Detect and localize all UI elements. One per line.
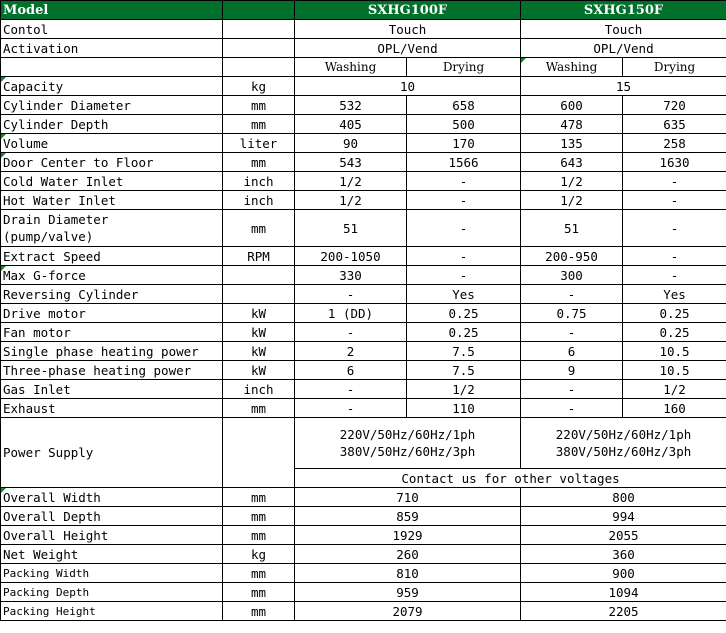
unit-cell: mm xyxy=(223,507,295,526)
row-label: Net Weight xyxy=(1,545,223,564)
model-a-washing: - xyxy=(295,399,407,418)
row-label: Single phase heating power xyxy=(1,342,223,361)
dimension-row xyxy=(1,507,726,526)
model-b-washing: 478 xyxy=(521,115,623,134)
model-a-value: 10 xyxy=(295,77,521,96)
row-label: Overall Width xyxy=(1,488,223,507)
row-label: Packing Depth xyxy=(1,583,223,602)
unit-cell: kW xyxy=(223,361,295,380)
unit-cell xyxy=(223,285,295,304)
unit-cell xyxy=(223,20,295,39)
model-b-drying: 160 xyxy=(623,399,726,418)
model-b-drying: - xyxy=(623,172,726,191)
unit-cell: inch xyxy=(223,191,295,210)
spec-row xyxy=(1,304,726,323)
activation-row xyxy=(1,39,726,58)
row-label: Power Supply xyxy=(1,418,223,488)
dimension-row xyxy=(1,545,726,564)
model-a-washing: 532 xyxy=(295,96,407,115)
unit-cell: RPM xyxy=(223,247,295,266)
row-label-text: Drain Diameter (pump/valve) xyxy=(3,212,109,244)
model-a-value: 260 xyxy=(295,545,521,564)
model-a-washing: 330 xyxy=(295,266,407,285)
model-a-drying: 7.5 xyxy=(407,342,521,361)
row-label: Contol xyxy=(1,20,223,39)
row-label: Capacity xyxy=(1,77,223,96)
unit-cell: mm xyxy=(223,399,295,418)
unit-cell: kg xyxy=(223,545,295,564)
row-label: Overall Depth xyxy=(1,507,223,526)
spec-row xyxy=(1,266,726,285)
model-b-washing: 1/2 xyxy=(521,172,623,191)
unit-cell xyxy=(223,39,295,58)
unit-cell xyxy=(223,58,295,77)
model-b-drying: - xyxy=(623,191,726,210)
model-a-washing: 1 (DD) xyxy=(295,304,407,323)
model-b-washing: - xyxy=(521,399,623,418)
unit-cell: kW xyxy=(223,323,295,342)
model-b-washing: 6 xyxy=(521,342,623,361)
row-label: Three-phase heating power xyxy=(1,361,223,380)
model-b-value: 800 xyxy=(521,488,726,507)
spec-row xyxy=(1,134,726,153)
unit-cell: inch xyxy=(223,380,295,399)
model-a-washing: 405 xyxy=(295,115,407,134)
model-b-drying: 1630 xyxy=(623,153,726,172)
row-label: Hot Water Inlet xyxy=(1,191,223,210)
row-label: Door Center to Floor xyxy=(1,153,223,172)
spec-row xyxy=(1,361,726,380)
model-label: Model xyxy=(1,1,223,20)
unit-cell: kg xyxy=(223,77,295,96)
model-a-drying: 658 xyxy=(407,96,521,115)
model-a-washing: 1/2 xyxy=(295,191,407,210)
model-a-drying: 1/2 xyxy=(407,380,521,399)
model-b-washing: 51 xyxy=(521,210,623,247)
mode-header-row xyxy=(1,58,726,77)
unit-cell: kW xyxy=(223,342,295,361)
model-a-value: 959 xyxy=(295,583,521,602)
dimension-row xyxy=(1,602,726,621)
row-label: Cold Water Inlet xyxy=(1,172,223,191)
model-a-value: Touch xyxy=(295,20,521,39)
model-b-value: 360 xyxy=(521,545,726,564)
power-line: 380V/50Hz/60Hz/3ph xyxy=(555,444,692,459)
unit-cell: inch xyxy=(223,172,295,191)
model-a-value: 859 xyxy=(295,507,521,526)
spec-row xyxy=(1,96,726,115)
dimension-row xyxy=(1,583,726,602)
power-line: 220V/50Hz/60Hz/1ph xyxy=(339,427,476,442)
spec-row xyxy=(1,285,726,304)
drying-header: Drying xyxy=(407,58,521,77)
model-b-drying: 720 xyxy=(623,96,726,115)
unit-cell: mm xyxy=(223,210,295,247)
row-label xyxy=(1,210,223,247)
row-label: Drive motor xyxy=(1,304,223,323)
model-a-washing: 1/2 xyxy=(295,172,407,191)
model-b-drying: 10.5 xyxy=(623,342,726,361)
model-a-drying: 500 xyxy=(407,115,521,134)
power-supply-row xyxy=(1,418,726,469)
row-label: Reversing Cylinder xyxy=(1,285,223,304)
model-b-washing: 1/2 xyxy=(521,191,623,210)
model-a-washing: 51 xyxy=(295,210,407,247)
voltage-note: Contact us for other voltages xyxy=(295,469,726,488)
model-a-value: 2079 xyxy=(295,602,521,621)
model-b-drying: 635 xyxy=(623,115,726,134)
unit-cell: mm xyxy=(223,602,295,621)
unit-cell: mm xyxy=(223,564,295,583)
model-a-drying: 0.25 xyxy=(407,323,521,342)
dimension-row xyxy=(1,564,726,583)
row-label: Volume xyxy=(1,134,223,153)
spec-row xyxy=(1,210,726,247)
model-a-value: OPL/Vend xyxy=(295,39,521,58)
model-a-value: 810 xyxy=(295,564,521,583)
model-a-washing: - xyxy=(295,380,407,399)
row-label: Extract Speed xyxy=(1,247,223,266)
spec-row xyxy=(1,115,726,134)
model-a-drying: 0.25 xyxy=(407,304,521,323)
spec-row xyxy=(1,323,726,342)
model-b-washing: - xyxy=(521,323,623,342)
model-a-washing: - xyxy=(295,323,407,342)
unit-cell: kW xyxy=(223,304,295,323)
model-b-washing: - xyxy=(521,285,623,304)
washing-header: Washing xyxy=(521,58,623,77)
model-a-drying: - xyxy=(407,172,521,191)
model-a-drying: - xyxy=(407,191,521,210)
row-label: Max G-force xyxy=(1,266,223,285)
model-a-power xyxy=(295,418,521,469)
model-a-washing: 90 xyxy=(295,134,407,153)
row-label: Activation xyxy=(1,39,223,58)
unit-cell: mm xyxy=(223,526,295,545)
model-b-drying: - xyxy=(623,210,726,247)
model-a-drying: 7.5 xyxy=(407,361,521,380)
row-label: Packing Width xyxy=(1,564,223,583)
model-b-drying: 1/2 xyxy=(623,380,726,399)
unit-cell: mm xyxy=(223,488,295,507)
control-row xyxy=(1,20,726,39)
model-b-washing: 600 xyxy=(521,96,623,115)
power-line: 380V/50Hz/60Hz/3ph xyxy=(339,444,476,459)
model-a-drying: - xyxy=(407,266,521,285)
header-row xyxy=(1,1,726,20)
power-line: 220V/50Hz/60Hz/1ph xyxy=(555,427,692,442)
header-unit-cell xyxy=(223,1,295,20)
model-b-washing: - xyxy=(521,380,623,399)
spec-row xyxy=(1,77,726,96)
model-b-washing: 0.75 xyxy=(521,304,623,323)
model-b-drying: 10.5 xyxy=(623,361,726,380)
model-b-value: Touch xyxy=(521,20,726,39)
unit-cell: mm xyxy=(223,115,295,134)
model-b-name: SXHG150F xyxy=(521,1,726,20)
model-b-washing: 200-950 xyxy=(521,247,623,266)
dimension-row xyxy=(1,488,726,507)
model-b-value: 2055 xyxy=(521,526,726,545)
model-b-value: 2205 xyxy=(521,602,726,621)
unit-cell: mm xyxy=(223,96,295,115)
model-b-value: 1094 xyxy=(521,583,726,602)
model-b-value: 15 xyxy=(521,77,726,96)
model-a-drying: Yes xyxy=(407,285,521,304)
model-b-washing: 9 xyxy=(521,361,623,380)
model-a-name: SXHG100F xyxy=(295,1,521,20)
spec-row xyxy=(1,247,726,266)
model-a-drying: - xyxy=(407,247,521,266)
model-a-washing: 2 xyxy=(295,342,407,361)
model-a-drying: 1566 xyxy=(407,153,521,172)
spec-row xyxy=(1,191,726,210)
model-b-drying: 0.25 xyxy=(623,323,726,342)
model-a-washing: 6 xyxy=(295,361,407,380)
model-b-value: OPL/Vend xyxy=(521,39,726,58)
model-b-drying: Yes xyxy=(623,285,726,304)
model-b-power xyxy=(521,418,726,469)
spec-row xyxy=(1,153,726,172)
row-label: Packing Height xyxy=(1,602,223,621)
spec-row xyxy=(1,172,726,191)
spec-row xyxy=(1,380,726,399)
dimension-row xyxy=(1,526,726,545)
model-a-drying: - xyxy=(407,210,521,247)
model-b-value: 994 xyxy=(521,507,726,526)
model-b-drying: - xyxy=(623,266,726,285)
model-a-washing: 543 xyxy=(295,153,407,172)
row-label: Gas Inlet xyxy=(1,380,223,399)
row-label: Overall Height xyxy=(1,526,223,545)
model-b-washing: 643 xyxy=(521,153,623,172)
drying-header: Drying xyxy=(623,58,726,77)
model-b-drying: 258 xyxy=(623,134,726,153)
unit-cell xyxy=(223,418,295,488)
unit-cell: mm xyxy=(223,153,295,172)
model-a-drying: 110 xyxy=(407,399,521,418)
model-a-washing: - xyxy=(295,285,407,304)
model-b-drying: 0.25 xyxy=(623,304,726,323)
row-label: Exhaust xyxy=(1,399,223,418)
model-b-washing: 135 xyxy=(521,134,623,153)
unit-cell: mm xyxy=(223,583,295,602)
model-b-washing: 300 xyxy=(521,266,623,285)
model-a-drying: 170 xyxy=(407,134,521,153)
model-a-value: 1929 xyxy=(295,526,521,545)
model-a-value: 710 xyxy=(295,488,521,507)
spec-row xyxy=(1,342,726,361)
row-label: Cylinder Depth xyxy=(1,115,223,134)
model-b-value: 900 xyxy=(521,564,726,583)
unit-cell xyxy=(223,266,295,285)
model-b-drying: - xyxy=(623,247,726,266)
blank-cell xyxy=(1,58,223,77)
spec-row xyxy=(1,399,726,418)
washing-header: Washing xyxy=(295,58,407,77)
model-a-washing: 200-1050 xyxy=(295,247,407,266)
unit-cell: liter xyxy=(223,134,295,153)
row-label: Fan motor xyxy=(1,323,223,342)
row-label: Cylinder Diameter xyxy=(1,96,223,115)
